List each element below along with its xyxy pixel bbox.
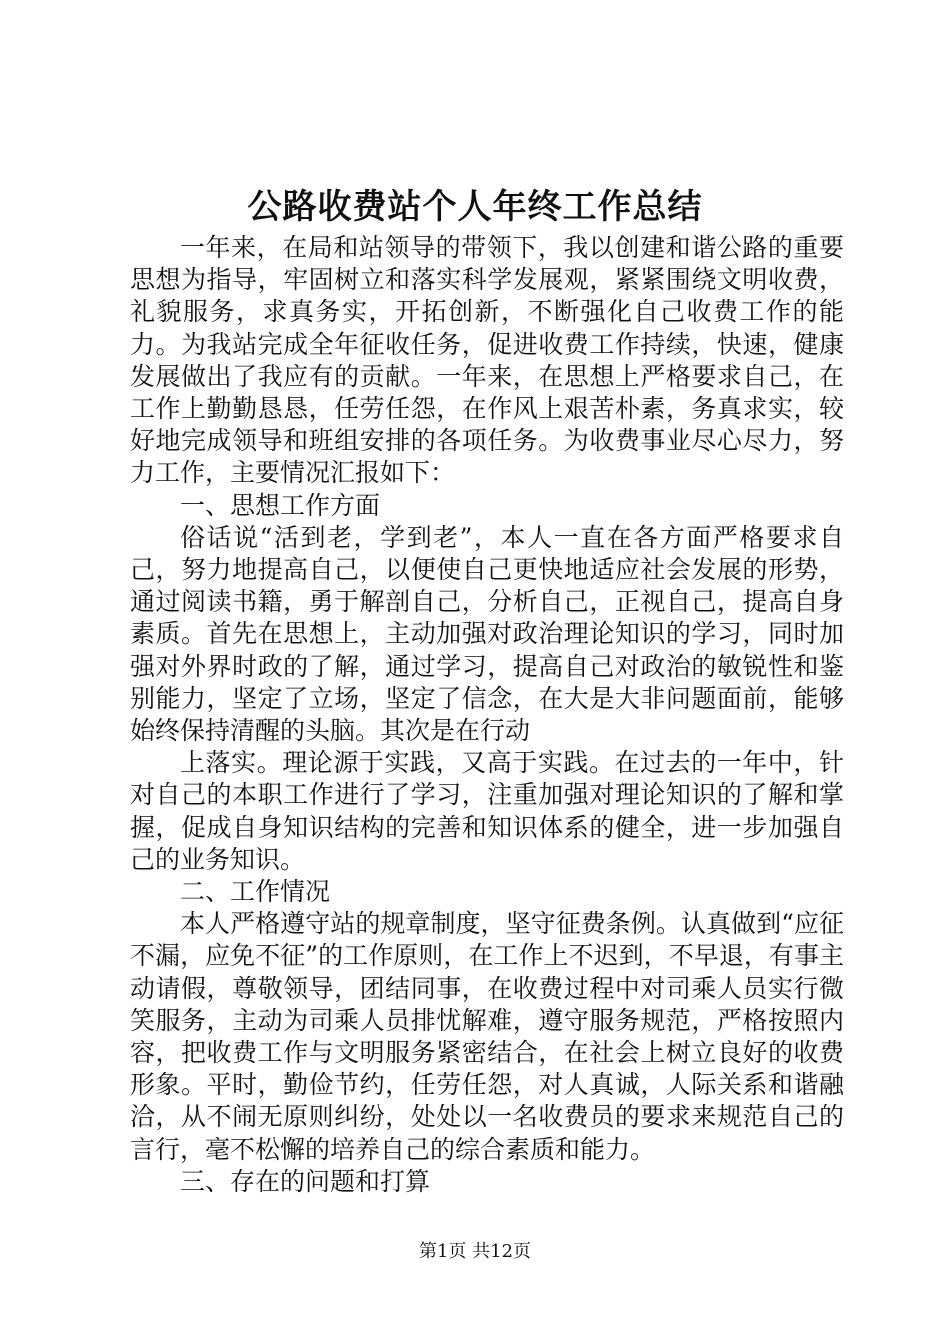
paragraph-thought: 俗话说“活到老，学到老”，本人一直在各方面严格要求自己，努力地提高自己，以便使自己更快地适应社会发展的形势，通过阅读书籍，勇于解剖自己，分析自己，正视自己，提高自身素质。首先在思想上，主动加强对政治理论知识的学习，同时加强对外界时政的了解，通过学习，提高自己对政治的敏锐性和鉴别能力，坚定了立场，坚定了信念，在大是大非问题面前，能够始终保持清醒的头脑。其次是在行动	[130, 522, 844, 746]
paragraph-work: 本人严格遵守站的规章制度，坚守征费条例。认真做到“应征不漏，应免不征”的工作原则，在工作上不迟到，不早退，有事主动请假，尊敬领导，团结同事，在收费过程中对司乘人员实行微笑服务，主动为司乘人员排忧解难，遵守服务规范，严格按照内容，把收费工作与文明服务紧密结合，在社会上树立良好的收费形象。平时，勤俭节约，任劳任怨，对人真诚，人际关系和谐融洽，从不闹无原则纠纷，处处以一名收费员的要求来规范自己的言行，毫不松懈的培养自己的综合素质和能力。	[130, 909, 844, 1164]
document-title: 公路收费站个人年终工作总结	[247, 187, 703, 227]
section-heading-thought: 一、思想工作方面	[180, 490, 381, 520]
section-heading-work: 二、工作情况	[180, 877, 331, 907]
section-heading-problems: 三、存在的问题和打算	[180, 1166, 431, 1196]
page-number: 第1页 共12页	[418, 1241, 532, 1262]
document-body	[130, 232, 844, 1198]
paragraph-intro: 一年来，在局和站领导的带领下，我以创建和谐公路的重要思想为指导，牢固树立和落实科学发展观，紧紧围绕文明收费，礼貌服务，求真务实，开拓创新，不断强化自己收费工作的能力。为我站完成全年征收任务，促进收费工作持续，快速，健康发展做出了我应有的贡献。一年来，在思想上严格要求自己，在工作上勤勤恳恳，任劳任怨，在作风上艰苦朴素，务真求实，较好地完成领导和班组安排的各项任务。为收费事业尽心尽力，努力工作，主要情况汇报如下：	[130, 233, 844, 488]
paragraph-practice: 上落实。理论源于实践，又高于实践。在过去的一年中，针对自己的本职工作进行了学习，注重加强对理论知识的了解和掌握，促成自身知识结构的完善和知识体系的健全，进一步加强自己的业务知识。	[130, 748, 844, 874]
